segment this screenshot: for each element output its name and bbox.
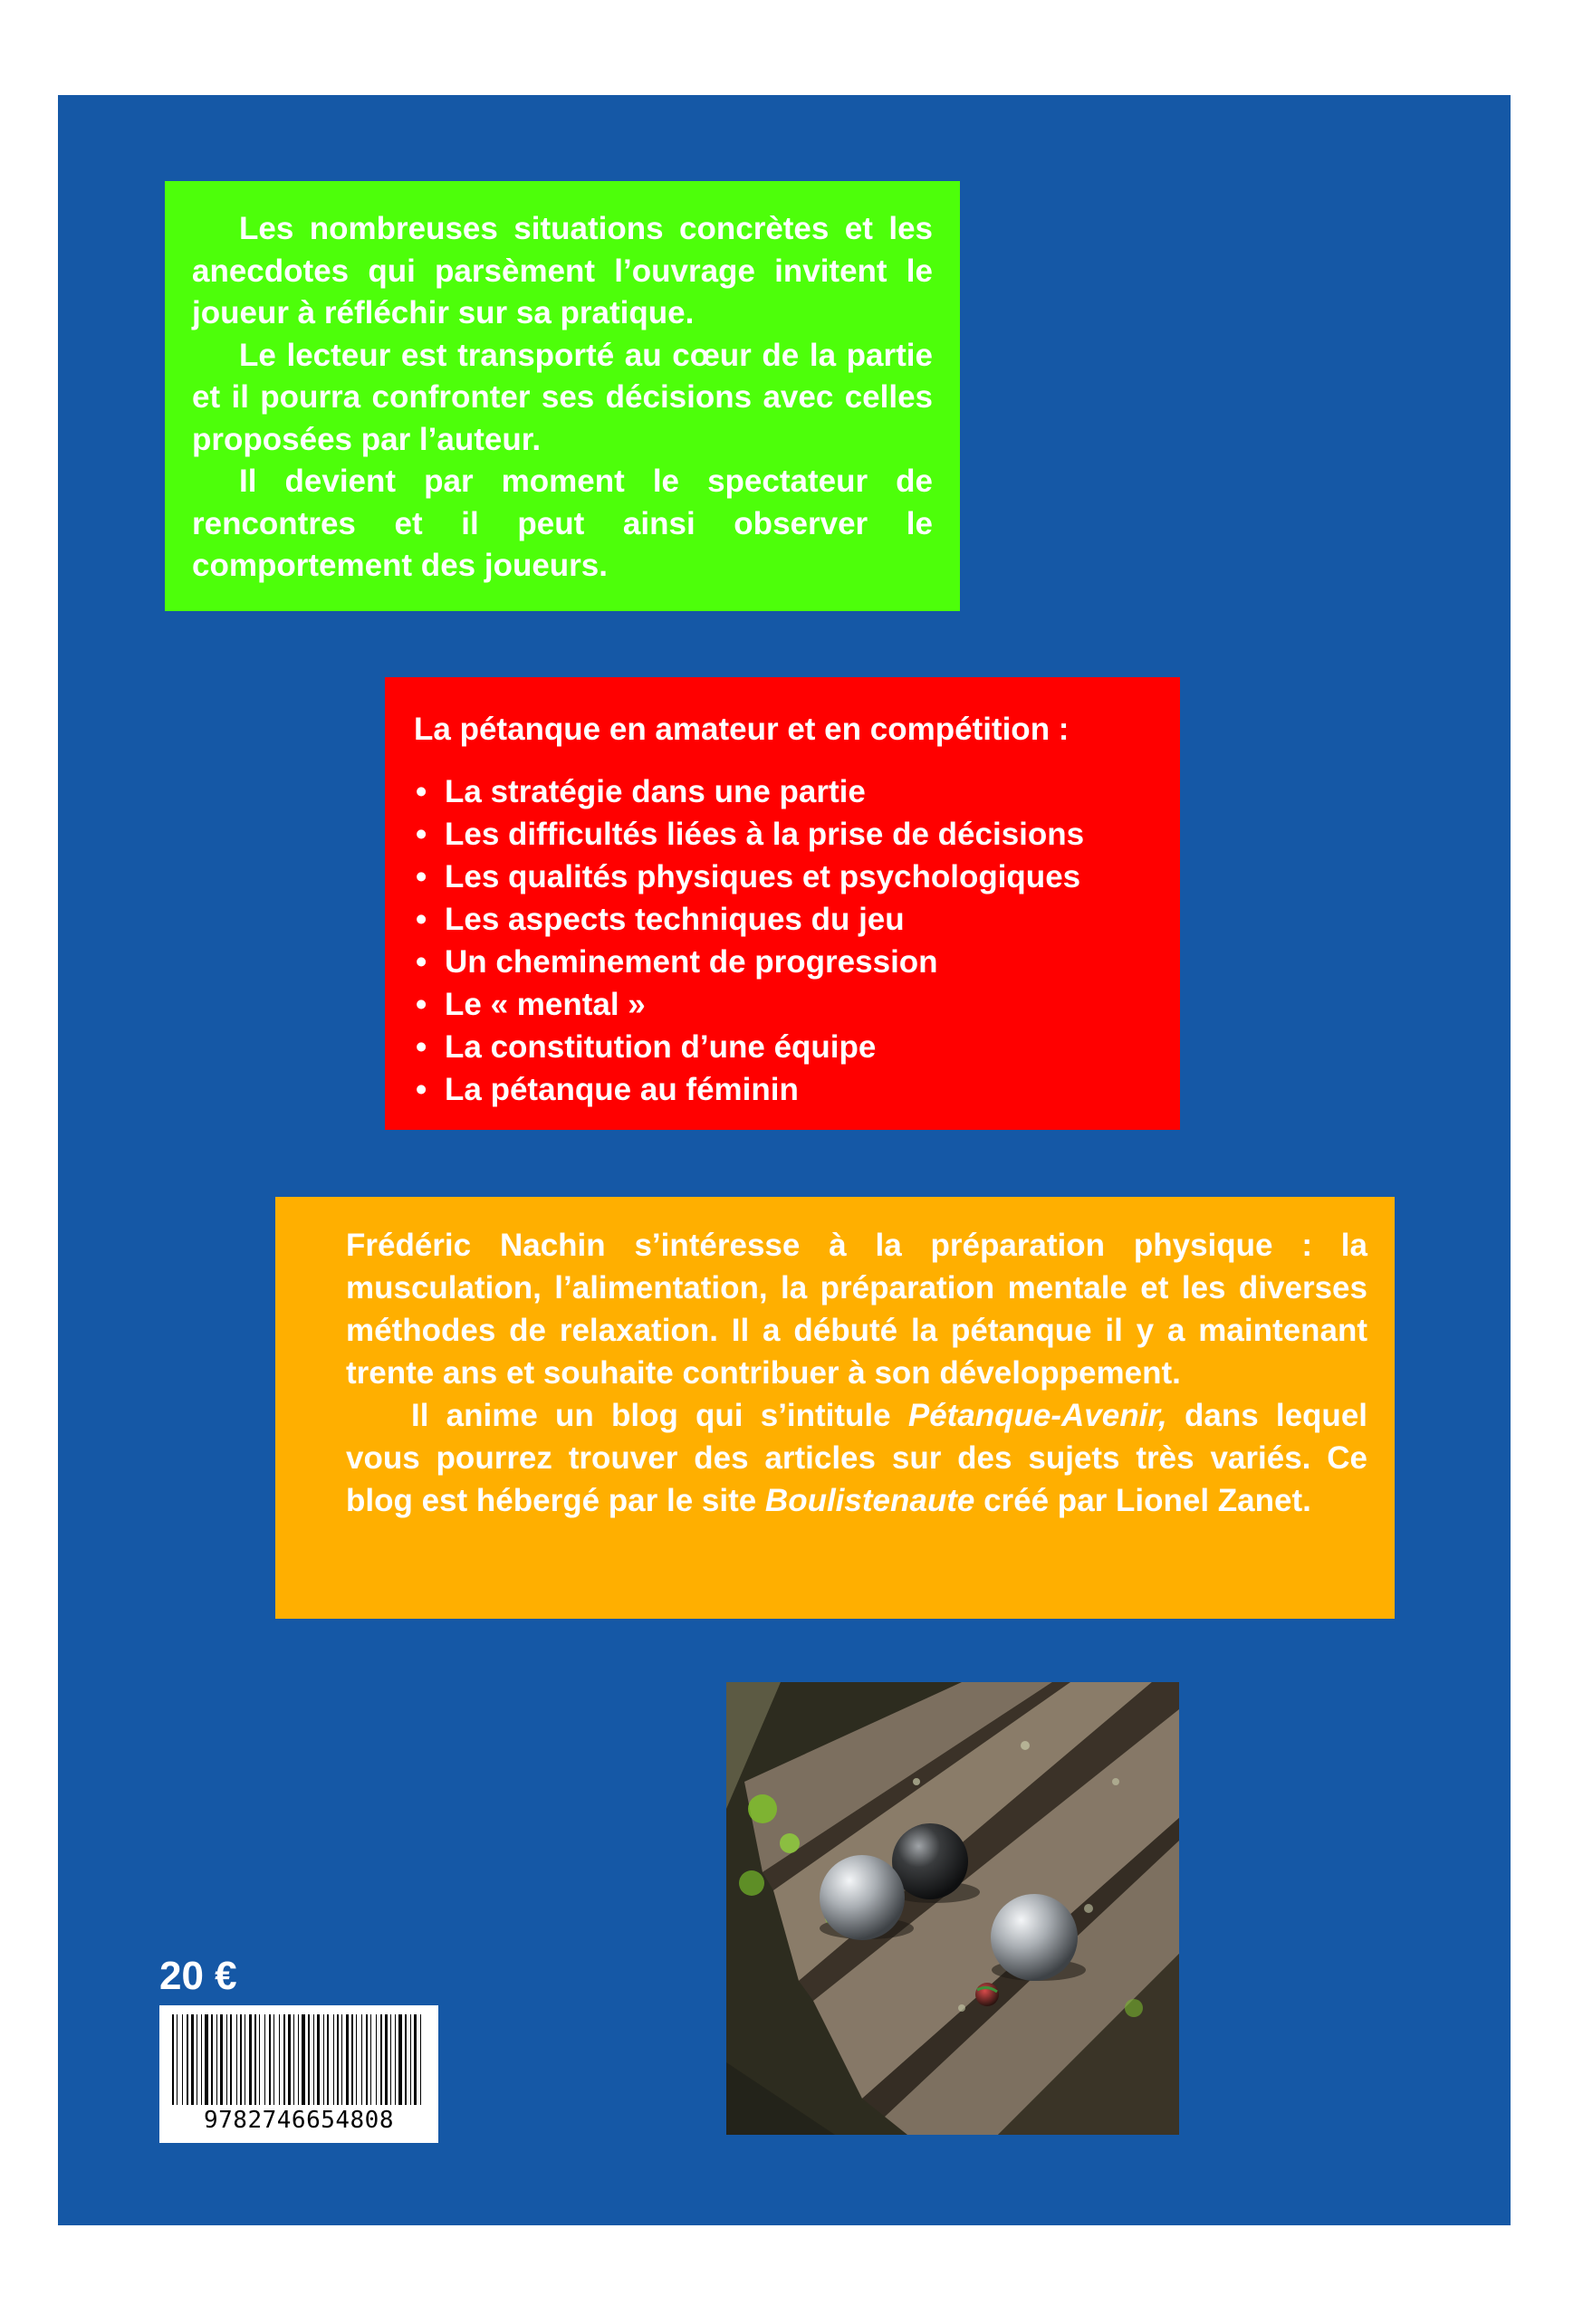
barcode-bar	[327, 2014, 329, 2105]
bullet-icon: •	[416, 902, 427, 937]
barcode-bar	[293, 2014, 294, 2105]
topic-label: Le « mental »	[445, 987, 646, 1022]
petanque-photo-icon	[726, 1682, 1179, 2135]
barcode-icon	[168, 2014, 429, 2105]
barcode-bar	[236, 2014, 237, 2105]
barcode-bar	[323, 2014, 324, 2105]
barcode-bar	[370, 2014, 371, 2105]
price-label: 20 €	[159, 1954, 237, 1998]
barcode-bar	[361, 2014, 362, 2105]
barcode-bar	[395, 2014, 396, 2105]
barcode-bar	[259, 2014, 260, 2105]
cover-photo	[726, 1682, 1179, 2135]
barcode-bar	[333, 2014, 334, 2105]
topics-box	[385, 677, 1180, 1130]
bullet-icon: •	[416, 817, 427, 852]
topics-list	[414, 770, 1153, 1111]
bullet-icon: •	[416, 859, 427, 894]
barcode-bar	[211, 2014, 213, 2105]
topic-item	[414, 813, 1153, 856]
barcode-bar	[346, 2014, 349, 2105]
site-name: Boulistenaute	[764, 1483, 975, 1518]
barcode-bar	[420, 2014, 421, 2105]
barcode-bar	[398, 2014, 402, 2105]
barcode-bar	[191, 2014, 194, 2105]
topic-item	[414, 856, 1153, 898]
barcode-bar	[205, 2014, 208, 2105]
barcode-bar	[283, 2014, 285, 2105]
topic-label: La pétanque au féminin	[445, 1072, 799, 1107]
barcode-bar	[216, 2014, 217, 2105]
barcode-bar	[376, 2014, 377, 2105]
barcode-bar	[313, 2014, 314, 2105]
topic-item	[414, 1068, 1153, 1111]
barcode-bar	[380, 2014, 382, 2105]
summary-box	[165, 181, 960, 611]
barcode-bar	[172, 2014, 174, 2105]
barcode-bar	[230, 2014, 232, 2105]
barcode-bar	[249, 2014, 252, 2105]
barcode-bar	[356, 2014, 357, 2105]
barcode-bar	[390, 2014, 391, 2105]
barcode-bar	[187, 2014, 188, 2105]
barcode-bar	[414, 2014, 417, 2105]
barcode-bar	[405, 2014, 407, 2105]
bullet-icon: •	[416, 944, 427, 980]
summary-paragraph-2: Le lecteur est transporté au cœur de la partie et il pourra confronter ses décisions avec celles proposées par l’auteur.	[192, 337, 933, 457]
barcode-bar	[317, 2014, 320, 2105]
topic-item	[414, 983, 1153, 1026]
bullet-icon: •	[416, 1029, 427, 1065]
blog-name: Pétanque-Avenir,	[907, 1398, 1167, 1433]
barcode-bar	[302, 2014, 305, 2105]
barcode-bar	[366, 2014, 368, 2105]
barcode-bar	[341, 2014, 342, 2105]
bullet-icon: •	[416, 774, 427, 809]
barcode-bar	[279, 2014, 280, 2105]
barcode-bar	[220, 2014, 223, 2105]
bullet-icon: •	[416, 987, 427, 1022]
topic-label: La constitution d’une équipe	[445, 1029, 877, 1065]
topic-label: Les difficultés liées à la prise de décisions	[445, 817, 1085, 852]
isbn-number: 9782746654808	[204, 2107, 394, 2134]
author-text: dans lequel vous pourrez trouver des articles sur des sujets très variés. Ce blog est hébergé par le site	[346, 1398, 1368, 1518]
author-box	[275, 1197, 1395, 1619]
topic-label: La stratégie dans une partie	[445, 774, 866, 809]
barcode-bar	[288, 2014, 291, 2105]
author-text: Il anime un blog qui s’intitule	[411, 1398, 908, 1433]
barcode-bar	[264, 2014, 265, 2105]
barcode-bar	[273, 2014, 274, 2105]
barcode-bar	[351, 2014, 353, 2105]
author-paragraph-2	[346, 1394, 1367, 1522]
barcode-bar	[385, 2014, 388, 2105]
barcode-bar	[182, 2014, 183, 2105]
topic-item	[414, 770, 1153, 813]
barcode-bar	[201, 2014, 202, 2105]
topic-label: Les qualités physiques et psychologiques	[445, 859, 1081, 894]
barcode-bar	[337, 2014, 339, 2105]
barcode-bar	[308, 2014, 310, 2105]
bullet-icon: •	[416, 1072, 427, 1107]
topics-heading: La pétanque en amateur et en compétition :	[414, 712, 1070, 747]
barcode-bar	[254, 2014, 256, 2105]
barcode-bar	[298, 2014, 299, 2105]
barcode-bar	[410, 2014, 411, 2105]
barcode	[159, 2005, 438, 2143]
topic-label: Les aspects techniques du jeu	[445, 902, 905, 937]
topic-item	[414, 898, 1153, 941]
topic-item	[414, 1026, 1153, 1068]
summary-paragraph-1: Les nombreuses situations concrètes et les anecdotes qui parsèment l’ouvrage invitent le joueur à réfléchir sur sa pratique.	[192, 211, 933, 330]
topic-label: Un cheminement de progression	[445, 944, 938, 980]
barcode-bar	[226, 2014, 227, 2105]
author-paragraph-1: Frédéric Nachin s’intéresse à la préparation physique : la musculation, l’alimentation, la préparation mentale et les diverses méthodes de relaxation. Il a débuté la pétanque il y a maintenant trente ans et souhaite contribuer à son développement.	[346, 1228, 1367, 1391]
topic-item	[414, 941, 1153, 983]
author-text: créé par Lionel Zanet.	[974, 1483, 1311, 1518]
summary-paragraph-3: Il devient par moment le spectateur de rencontres et il peut ainsi observer le comportement des joueurs.	[192, 464, 933, 583]
barcode-bar	[269, 2014, 271, 2105]
barcode-bar	[240, 2014, 242, 2105]
